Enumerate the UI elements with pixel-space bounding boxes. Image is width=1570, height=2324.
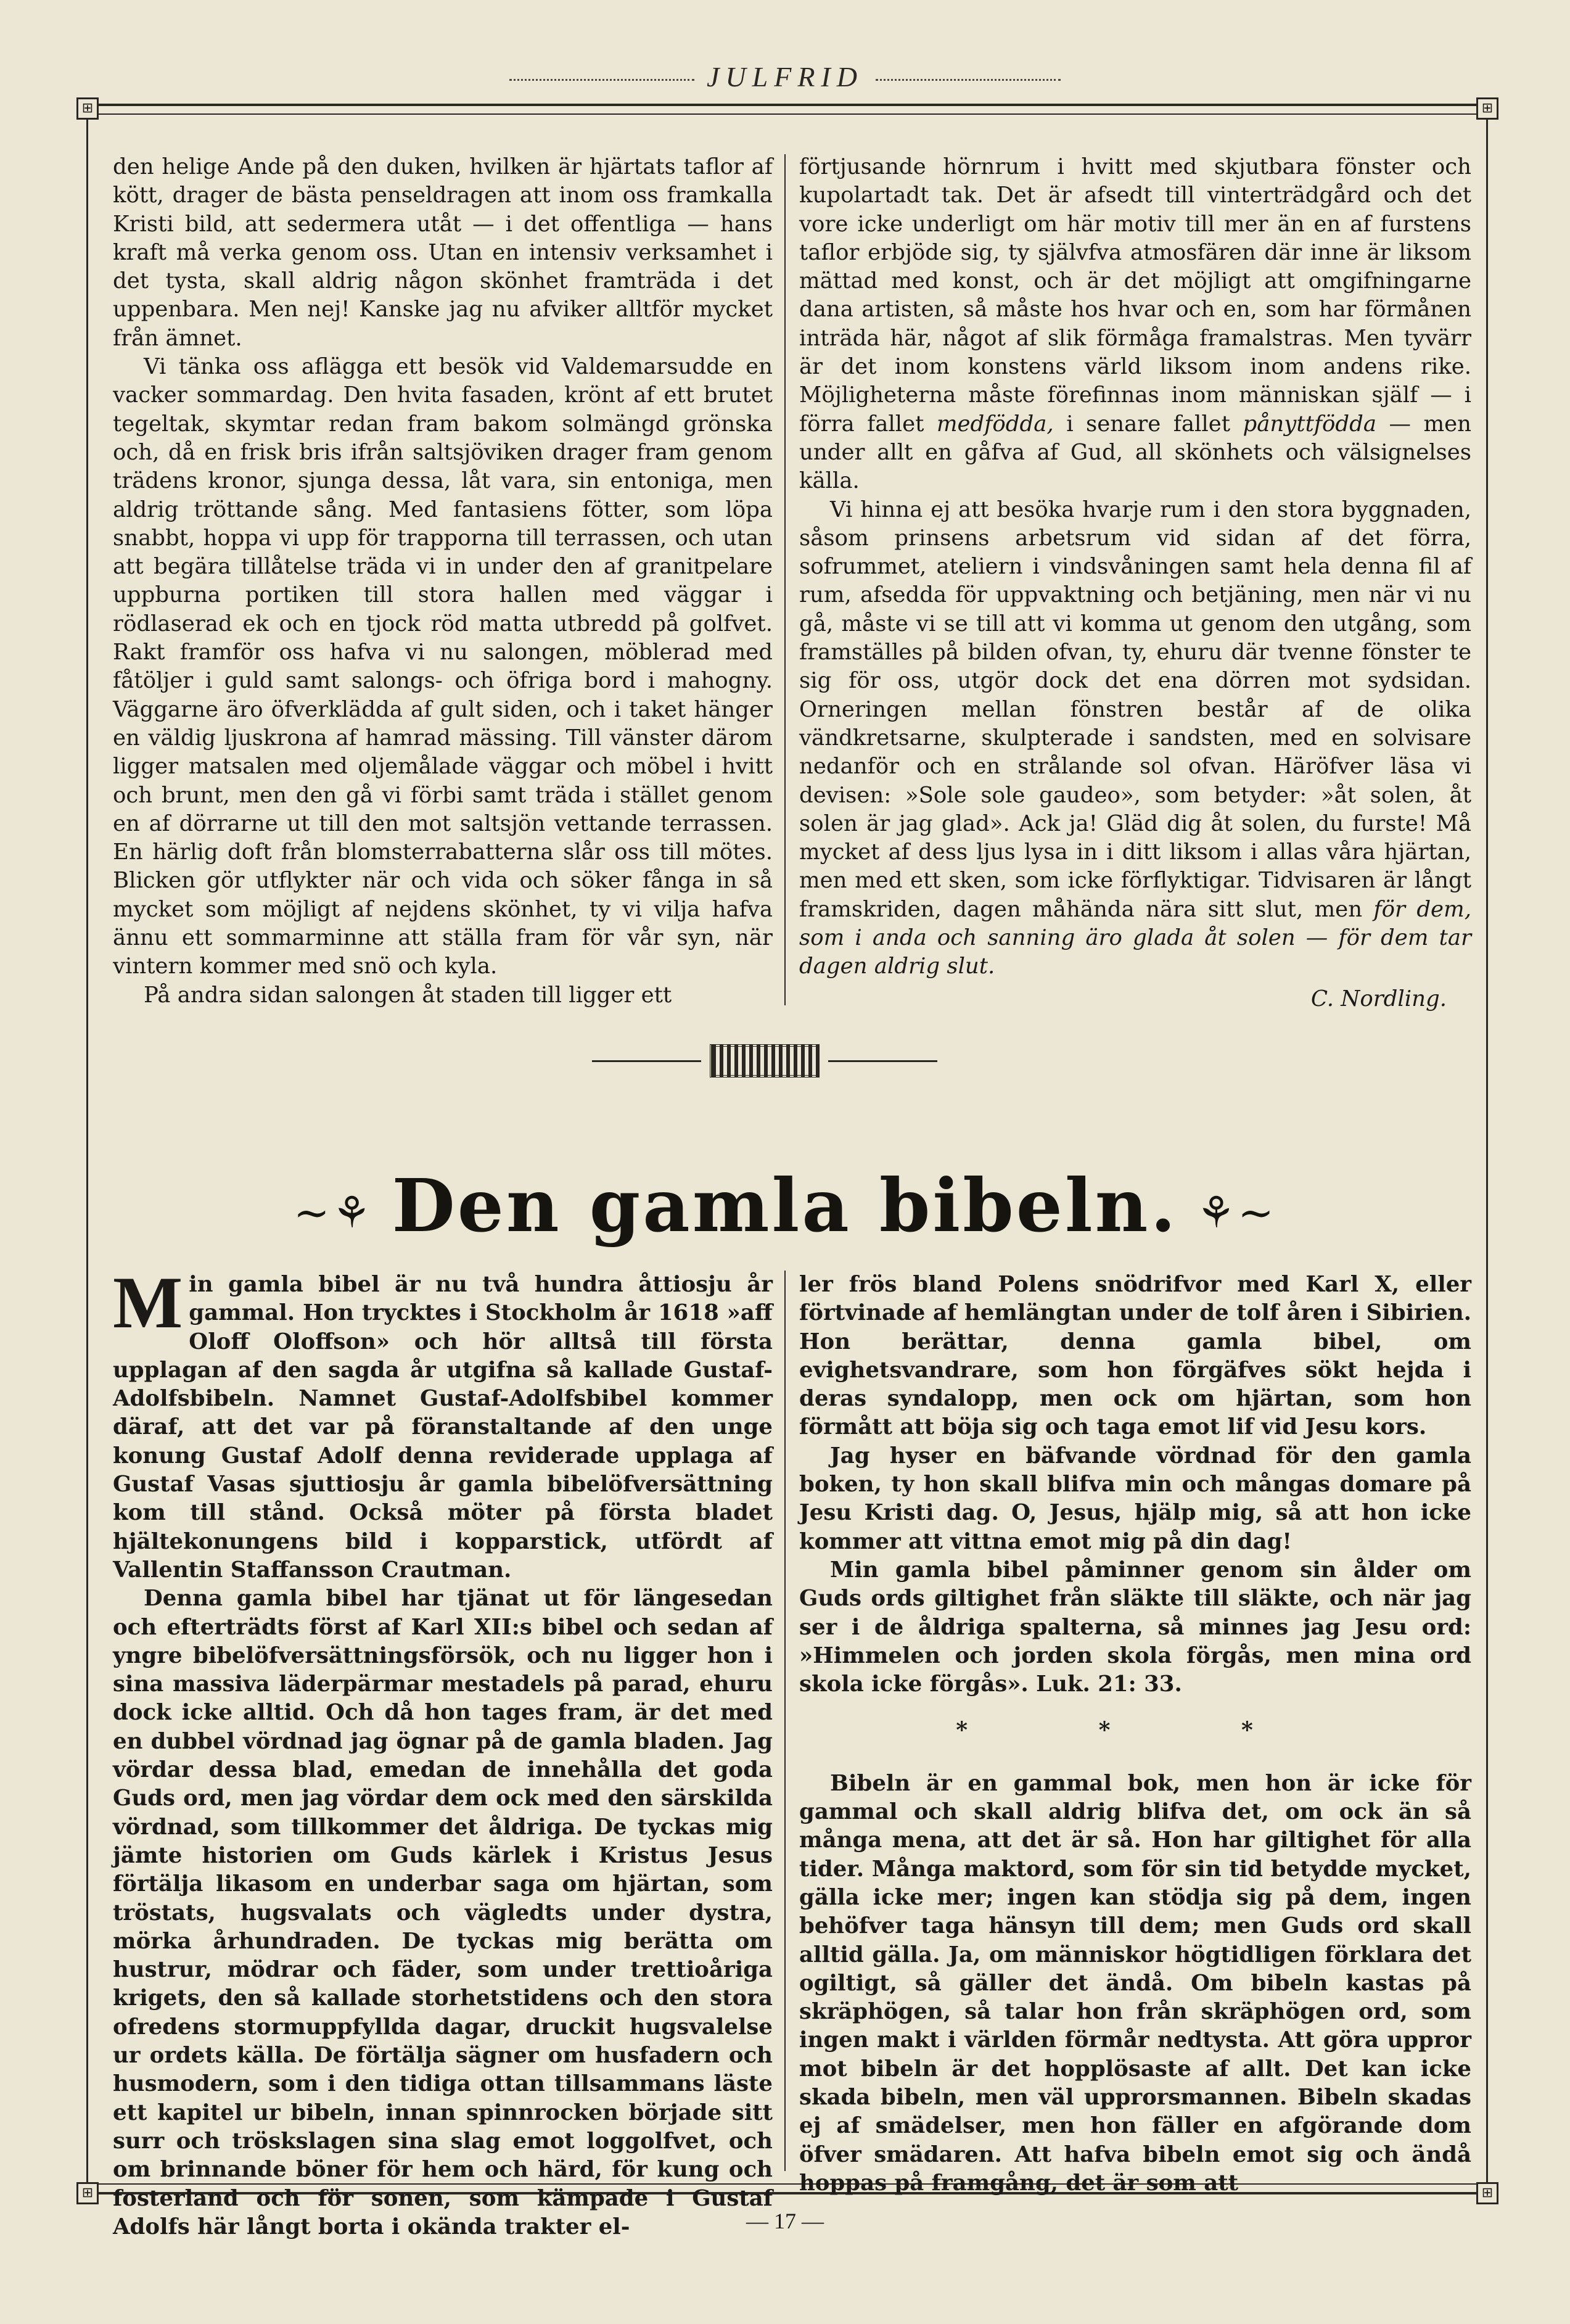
corner-ornament-icon: ⊞ [76, 97, 99, 120]
section-divider-ornament [592, 1042, 937, 1079]
paragraph [799, 153, 1471, 496]
frame-top-rule-inner [76, 113, 1496, 115]
paragraph: ler frös bland Polens snödrifvor med Karl X, eller förtvinade af hemlängtan under de tolf åren i Sibirien. Hon berättar, denna gamla bibel, om evighetsvandrare, som hon förgäfves sökt hejda i deras syndalopp, men ock om hjärtan, som hon förmått att böja sig och taga emot lif vid Jesu kors. [799, 1272, 1471, 1440]
emphasis: pånyttfödda [1243, 411, 1376, 437]
ornament-center-icon [710, 1044, 820, 1078]
paragraph [799, 496, 1471, 981]
article-left-column [113, 1261, 773, 2241]
paragraph [113, 1261, 773, 1584]
drop-cap: M [113, 1261, 183, 1343]
essay-left-column [113, 153, 773, 1010]
ornament-line [592, 1060, 701, 1062]
paragraph: Bibeln är en gammal bok, men hon är icke för gammal och skall aldrig blifva det, om ock än så många mena, att det är så. Hon har giltighet för alla tider. Många maktord, som för sin tid betydde mycket, gälla icke mer; ingen kan stödja sig på dem, ingen behöfver taga hänsyn till dem; men Guds ord skall alltid gälla. Ja, om människor högtidligen förklara det ogiltigt, så gäller det ändå. Om bibeln kastas på skräphögen, så talar hon från skräphögen ord, som ingen makt i världen förmår nedtysta. Att göra uppror mot bibeln är det hopplösaste af allt. Det kan icke skada bibeln, men väl upprorsmannen. Bibeln skadas ej af smädelser, men hon fäller en afgörande dom öfver smädaren. Att hafva bibeln emot sig och ändå hoppas på framgång, det är som att [799, 1770, 1471, 2196]
corner-ornament-icon: ⊞ [1476, 2182, 1498, 2204]
column-divider [784, 154, 786, 1005]
ornament-line [828, 1060, 937, 1062]
author-signature: C. Nordling. [1310, 986, 1447, 1012]
running-header [0, 60, 1570, 93]
header-rule-right [876, 79, 1061, 81]
section-break-stars: * * * [956, 1717, 1315, 1744]
emphasis: för dem, som i anda och sanning äro glada åt solen — för dem tar dagen aldrig slut. [799, 896, 1471, 979]
text-run: Vi hinna ej att besöka hvarje rum i den stora byggnaden, såsom prinsens arbetsrum vid sidan af det förra, sofrummet, ateliern i vindsvåningen samt hela denna fil af rum, afsedda för uppvaktning och betjäning, men när vi nu gå, måste vi se till att vi komma ut genom den utgång, som framställes på bilden ofvan, ty, ehuru där tvenne fönster te sig för oss, utgör dock det ena dörren mot sydsidan. Orneringen mellan fönstren består af de olika vändkretsarne, skulpterade i sandsten, med en solvisare nedanför och en strålande sol ofvan. Häröfver läsa vi devisen: »Sole sole gaudeo», som betyder: »åt solen, åt solen är jag glad». Ack ja! Gläd dig åt solen, du furste! Må mycket af dess ljus lysa in i ditt liksom i allas våra hjärtan, men med ett sken, som icke förflyktigar. Tidvisaren är långt framskriden, dagen måhända nära sitt slut, men [799, 497, 1471, 922]
essay-right-column [799, 153, 1471, 1013]
corner-ornament-icon: ⊞ [1476, 97, 1498, 120]
paragraph: Min gamla bibel påminner genom sin ålder om Guds ords giltighet från släkte till släkte, och när jag ser i de åldriga spalterna, så minnes jag Jesu ord: »Himmelen och jorden skola förgås, men mina ord skola icke förgås». Luk. 21: 33. [799, 1557, 1471, 1697]
frame-top-rule [76, 104, 1496, 106]
paragraph: den helige Ande på den duken, hvilken är hjärtats taflor af kött, drager de bästa penseldragen att inom oss framkalla Kristi bild, att sedermera utåt — i det offentliga — hans kraft må verka genom oss. Utan en intensiv verksamhet i det tysta, skall aldrig någon skönhet framträda i det uppenbara. Men nej! Kanske jag nu afviker alltför mycket från ämnet. [113, 154, 773, 351]
header-title: JULFRID [707, 61, 863, 93]
article-title-text: Den gamla bibeln. [392, 1163, 1178, 1248]
article-right-column [799, 1271, 1471, 2198]
column-divider [784, 1271, 786, 2171]
text-run: — men under allt en gåfva af Gud, all skönhets och välsignelses källa. [799, 411, 1472, 494]
header-rule-left [509, 79, 694, 81]
frame-right-rule [1486, 104, 1488, 2194]
paragraph: På andra sidan salongen åt staden till ligger ett [144, 982, 672, 1008]
title-flourish-left-icon: ~⚘ [294, 1187, 374, 1238]
corner-ornament-icon: ⊞ [76, 2182, 99, 2204]
text-run: in gamla bibel är nu två hundra åttiosju år gammal. Hon trycktes i Stockholm år 1618 »aff Oloff Oloffson» och hör alltså till första upplagan af den sagda år utgifna så kallade Gustaf-Adolfsbibeln. Namnet Gustaf-Adolfsbibel kommer däraf, att det var på föranstaltande af den unge konung Gustaf Adolf denna reviderade upplaga af Gustaf Vasas sjuttiosju år gamla bibelöfversättning kom till stånd. Också möter på första bladet hjältekonungens bild i kopparstick, utfördt af Vallentin Staffansson Crautman. [113, 1272, 773, 1583]
text-run: förtjusande hörnrum i hvitt med skjutbara fönster och kupolartadt tak. Det är afsedt till vinterträdgård och det vore icke underligt om här motiv till mer än en af furstens taflor erbjöde sig, ty självfva atmosfären där inne är liksom mättad med konst, och är det möjligt att omgifningarne dana artisten, så måste hos hvar och en, som har förmånen inträda här, något af slik förmåga framalstras. Men tyvärr är det inom konstens värld liksom inom andens rike. Möjligheterna måste förefinnas inom människan själf — i förra fallet [799, 154, 1471, 437]
paragraph: Jag hyser en bäfvande vördnad för den gamla boken, ty hon skall blifva min och mångas domare på Jesu Kristi dag. O, Jesus, hjälp mig, så att hon icke kommer att vittna emot mig på din dag! [799, 1443, 1471, 1554]
article-title [0, 1163, 1570, 1248]
frame-left-rule [86, 104, 88, 2194]
title-flourish-right-icon: ⚘~ [1196, 1187, 1276, 1238]
text-run: i senare fallet [1053, 411, 1243, 437]
page-number: — 17 — [746, 2209, 824, 2233]
paragraph: Denna gamla bibel har tjänat ut för längesedan och efterträdts först af Karl XII:s bibel och sedan af yngre bibelöfversättningsförsök, och nu ligger hon i sina massiva läderpärmar mestadels på parad, ehuru dock icke alltid. Och då hon tages fram, är det med en dubbel vördnad jag ögnar på de gamla bladen. Jag vördar dessa blad, emedan de innehålla det goda Guds ord, men jag vördar dem ock med den särskilda vördnad, som tillkommer det åldriga. De tyckas mig jämte historien om Guds kärlek i Kristus Jesus förtälja likasom en underbar saga om hjärtan, som tröstats, hugsvalats och vägledts under dystra, mörka århundraden. De tyckas mig berätta om hustrur, mödrar och fäder, som under trettioåriga krigets, den så kallade storhetstidens och den stora ofredens stormuppfyllda dagar, druckit hugsvalelse ur ordets källa. De förtälja sägner om husfadern och husmodern, som i den tidiga ottan tillsammans läste ett kapitel ur bibeln, innan spinnrocken började sitt surr och tröskslagen sina slag emot loggolfvet, och om brinnande böner för hem och härd, för kung och fosterland och för sonen, som kämpade i Gustaf Adolfs här långt borta i okända trakter el- [113, 1586, 773, 2240]
emphasis: medfödda, [936, 411, 1054, 437]
paragraph: Vi tänka oss aflägga ett besök vid Valdemarsudde en vacker sommardag. Den hvita fasaden, krönt af ett brutet tegeltak, skymtar redan fram bakom solmängd grönska och, då en frisk bris ifrån saltsjöviken drager fram genom trädens kronor, sjunga dessa, låt vara, sin entoniga, men aldrig tröttande sång. Med fantasiens fötter, som löpa snabbt, hoppa vi upp för trapporna till terrassen, och utan att begära tillåtelse träda vi in under den af granitpelare uppburna portiken till stora hallen med väggar i rödlaserad ek och en tjock röd matta utbredd på golfvet. Rakt framför oss hafva vi nu salongen, möblerad med fåtöljer i guld samt salongs- och öfriga bord i mahogny. Väggarne äro öfverklädda af gult siden, och i taket hänger en väldig ljuskrona af hamrad mässing. Till vänster därom ligger matsalen med oljemålade väggar och möbel i hvitt och brunt, men den gå vi förbi samt träda i stället genom en af dörrarne ut till den mot saltsjön vettande terrassen. En härlig doft från blomsterrabatterna slår oss till mötes. Blicken gör utflykter när och vida och söker fånga in så mycket som möjligt af nejdens skönhet, ty vi vilja hafva ännu ett sommarminne att ställa fram för vår syn, när vintern kommer med snö och kyla. [113, 354, 773, 979]
